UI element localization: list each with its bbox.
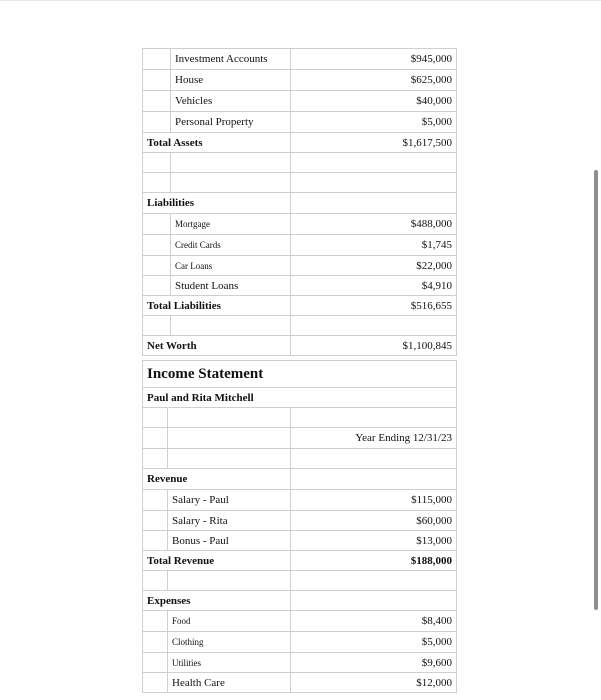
spacer-row [143, 408, 457, 428]
indent-cell [143, 91, 171, 112]
total-assets-label: Total Assets [143, 133, 291, 153]
liability-value: $4,910 [291, 276, 457, 296]
expense-value: $5,000 [291, 632, 457, 653]
expense-label: Health Care [168, 673, 291, 693]
revenue-row [143, 531, 457, 551]
asset-row [143, 70, 457, 91]
net-worth-value: $1,100,845 [291, 336, 457, 356]
expense-value: $12,000 [291, 673, 457, 693]
spacer-row [143, 153, 457, 173]
liability-row [143, 235, 457, 256]
expense-value: $9,600 [291, 653, 457, 673]
asset-row [143, 49, 457, 70]
expense-label: Food [168, 611, 291, 632]
liability-value: $1,745 [291, 235, 457, 256]
liability-value: $22,000 [291, 256, 457, 276]
liability-label: Mortgage [171, 214, 291, 235]
expenses-heading-row [143, 591, 457, 611]
revenue-label: Salary - Rita [168, 511, 291, 531]
liability-label: Car Loans [171, 256, 291, 276]
liability-row [143, 256, 457, 276]
asset-value: $945,000 [291, 49, 457, 70]
expense-row [143, 611, 457, 632]
income-subtitle-row [143, 388, 457, 408]
income-statement-table [142, 360, 457, 693]
expense-row [143, 673, 457, 693]
total-assets-value: $1,617,500 [291, 133, 457, 153]
income-title: Income Statement [143, 361, 457, 388]
net-worth-row [143, 336, 457, 356]
total-revenue-value: $188,000 [291, 551, 457, 571]
asset-value: $5,000 [291, 112, 457, 133]
revenue-row [143, 490, 457, 511]
spacer-row [143, 571, 457, 591]
liabilities-heading: Liabilities [143, 193, 291, 214]
expenses-heading: Expenses [143, 591, 291, 611]
revenue-value: $60,000 [291, 511, 457, 531]
expense-label: Utilities [168, 653, 291, 673]
asset-row [143, 91, 457, 112]
period-row [143, 428, 457, 449]
period-label: Year Ending 12/31/23 [291, 428, 457, 449]
expense-row [143, 653, 457, 673]
liabilities-heading-row [143, 193, 457, 214]
revenue-value: $13,000 [291, 531, 457, 551]
asset-value: $40,000 [291, 91, 457, 112]
liability-label: Credit Cards [171, 235, 291, 256]
asset-label: Investment Accounts [171, 49, 291, 70]
revenue-heading-row [143, 469, 457, 490]
balance-sheet-table [142, 48, 457, 356]
liability-row [143, 214, 457, 235]
spacer-row [143, 316, 457, 336]
spacer-row [143, 449, 457, 469]
revenue-heading: Revenue [143, 469, 291, 490]
total-liabilities-row [143, 296, 457, 316]
indent-cell [143, 49, 171, 70]
revenue-label: Salary - Paul [168, 490, 291, 511]
income-subtitle: Paul and Rita Mitchell [143, 388, 457, 408]
liability-value: $488,000 [291, 214, 457, 235]
asset-value: $625,000 [291, 70, 457, 91]
total-liabilities-value: $516,655 [291, 296, 457, 316]
asset-row [143, 112, 457, 133]
total-liabilities-label: Total Liabilities [143, 296, 291, 316]
indent-cell [143, 70, 171, 91]
expense-label: Clothing [168, 632, 291, 653]
income-title-row [143, 361, 457, 388]
revenue-label: Bonus - Paul [168, 531, 291, 551]
total-assets-row [143, 133, 457, 153]
revenue-row [143, 511, 457, 531]
vertical-scrollbar[interactable] [594, 170, 598, 610]
asset-label: House [171, 70, 291, 91]
asset-label: Vehicles [171, 91, 291, 112]
revenue-value: $115,000 [291, 490, 457, 511]
expense-row [143, 632, 457, 653]
liability-row [143, 276, 457, 296]
liability-label: Student Loans [171, 276, 291, 296]
total-revenue-row [143, 551, 457, 571]
indent-cell [143, 112, 171, 133]
net-worth-label: Net Worth [143, 336, 291, 356]
total-revenue-label: Total Revenue [143, 551, 291, 571]
asset-label: Personal Property [171, 112, 291, 133]
expense-value: $8,400 [291, 611, 457, 632]
spacer-row [143, 173, 457, 193]
